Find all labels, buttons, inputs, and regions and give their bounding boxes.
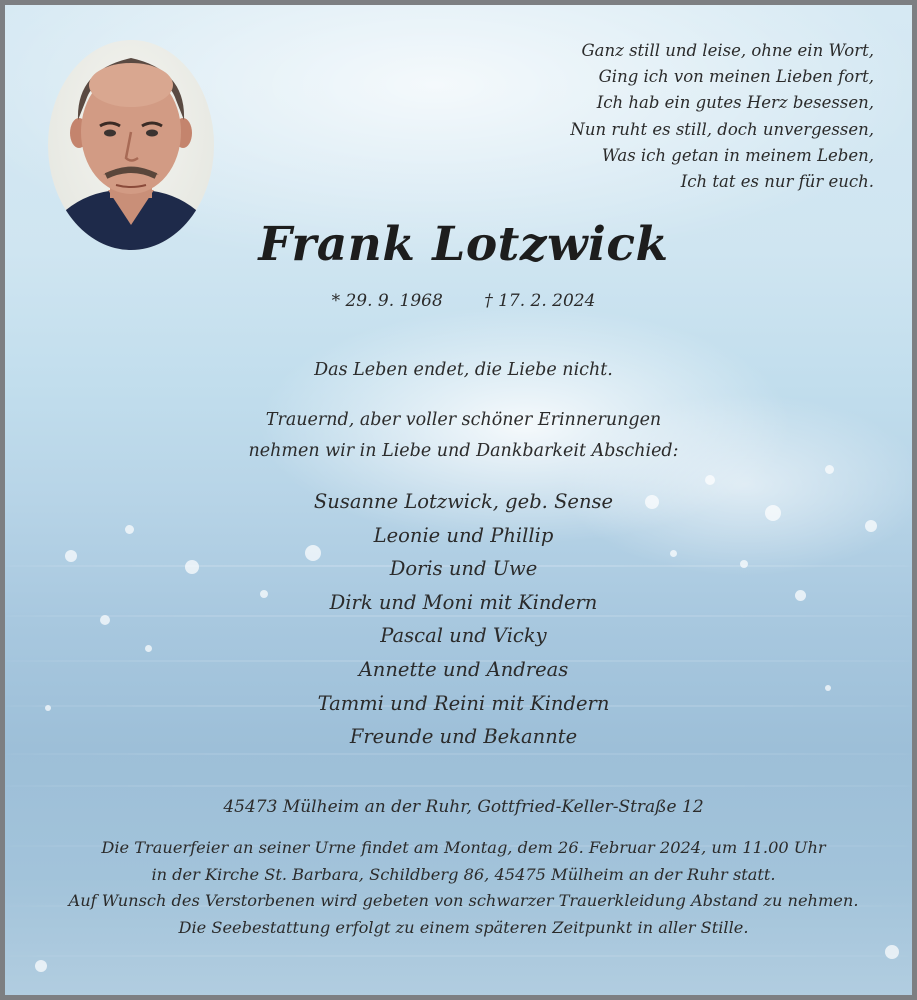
family-address: 45473 Mülheim an der Ruhr, Gottfried-Keller-Straße 12 — [223, 797, 704, 817]
life-dates — [5, 291, 917, 311]
notes-line: Auf Wunsch des Verstorbenen wird gebeten von schwarzer Trauerkleidung Abstand zu nehmen. — [68, 891, 859, 910]
notes-line: in der Kirche St. Barbara, Schildberg 86, 45475 Mülheim an der Ruhr statt. — [151, 864, 776, 884]
deceased-name: Frank Lotzwick — [258, 217, 669, 272]
funeral-notes — [5, 835, 917, 941]
poem-line: Nun ruht es still, doch unvergessen, — [570, 119, 874, 139]
mourner-entry: Freunde und Bekannte — [349, 725, 578, 749]
poem-line: Ich hab ein gutes Herz besessen, — [596, 93, 874, 113]
poem-line: Ganz still und leise, ohne ein Wort, — [581, 41, 874, 60]
mourner-entry: Leonie und Phillip — [373, 523, 554, 547]
birth-date: * 29. 9. 1968 — [331, 291, 443, 311]
notes-line: Die Trauerfeier an seiner Urne findet am Montag, dem 26. Februar 2024, um 11.00 Uhr — [101, 838, 826, 857]
intro-line: nehmen wir in Liebe und Dankbarkeit Abschied: — [248, 441, 679, 461]
mourner-entry: Dirk und Moni mit Kindern — [329, 590, 598, 614]
poem-line: Was ich getan in meinem Leben, — [601, 145, 874, 165]
death-date: † 17. 2. 2024 — [484, 291, 596, 311]
intro-line: Trauernd, aber voller schöner Erinnerungen — [265, 410, 662, 430]
motto: Das Leben endet, die Liebe nicht. — [314, 360, 613, 380]
poem-line: Ich tat es nur für euch. — [680, 172, 874, 192]
mourner-entry: Pascal und Vicky — [380, 624, 547, 648]
poem — [454, 38, 874, 195]
mourner-entry: Susanne Lotzwick, geb. Sense — [313, 490, 614, 513]
mourners-list — [5, 485, 917, 754]
mourner-entry: Doris und Uwe — [389, 557, 538, 581]
mourner-entry: Tammi und Reini mit Kindern — [317, 691, 610, 715]
notes-line: Die Seebestattung erfolgt zu einem späteren Zeitpunkt in aller Stille. — [178, 917, 749, 937]
poem-line: Ging ich von meinen Lieben fort, — [598, 67, 874, 87]
farewell-intro — [5, 405, 917, 467]
mourner-entry: Annette und Andreas — [358, 657, 569, 681]
